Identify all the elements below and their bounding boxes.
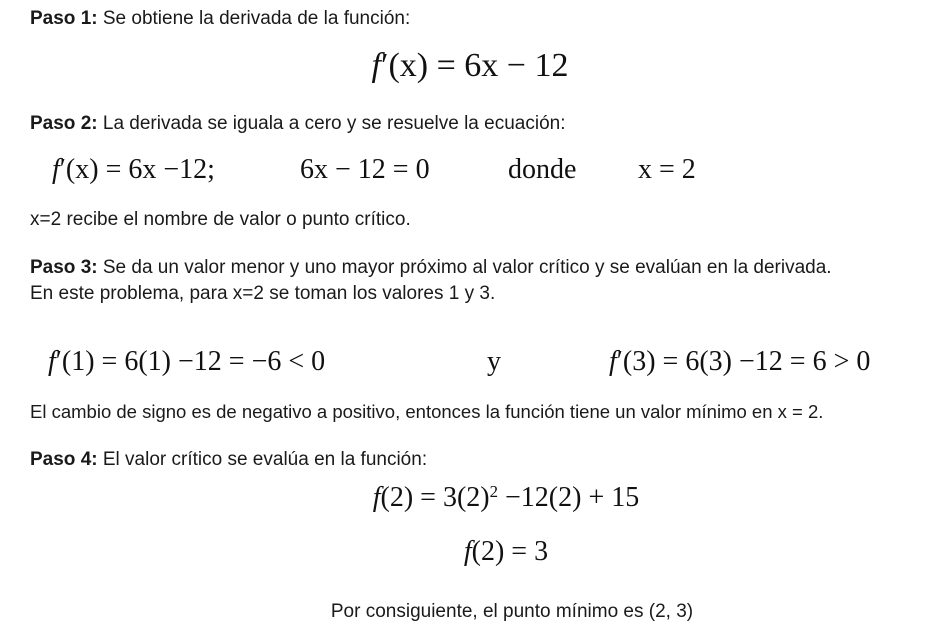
eq5-rest: (2) = 3	[471, 536, 549, 567]
eq2-part1: = 6x −12;	[98, 154, 215, 185]
eq5-function: f	[463, 536, 472, 567]
eq3-right	[609, 345, 870, 379]
eq2-word: donde	[508, 154, 577, 185]
eq2-equation: 6x − 12 = 0	[300, 154, 430, 185]
eq3-left-expr: (1) = 6(1) −12 = −6 < 0	[61, 346, 326, 377]
step-4-label: Paso 4:	[30, 449, 98, 470]
eq2-solution: x = 2	[638, 154, 696, 185]
equation-derivative	[0, 46, 940, 86]
step-1-label: Paso 1:	[30, 8, 98, 29]
eq2-function: f	[52, 154, 60, 185]
eq4-pre: (2) = 3(2)	[380, 482, 490, 513]
eq3-left-prime: ′	[55, 346, 62, 377]
eq2-derivative	[52, 153, 215, 187]
step-2	[30, 112, 566, 136]
step-1	[30, 7, 410, 31]
eq2-prime: ′	[59, 154, 66, 185]
step-2-label: Paso 2:	[30, 113, 98, 134]
eq4-evaluation	[36, 481, 940, 515]
critical-note: x=2 recibe el nombre de valor o punto crítico.	[30, 209, 411, 230]
eq1-function: f	[371, 47, 381, 84]
eq5-result	[36, 535, 940, 569]
eq4-post: −12(2) + 15	[498, 482, 640, 513]
step-3-label: Paso 3:	[30, 257, 98, 278]
eq3-left	[48, 345, 325, 379]
sign-change-note: El cambio de signo es de negativo a positivo, entonces la función tiene un valor mínimo en x = 2.	[30, 401, 824, 422]
eq1-rhs: = 6x − 12	[428, 47, 569, 84]
step-1-text: Se obtiene la derivada de la función:	[97, 8, 411, 29]
eq2-arg: (x)	[65, 154, 99, 185]
step-3-text: Se da un valor menor y uno mayor próximo al valor crítico y se evalúan en la derivada.	[97, 257, 832, 278]
eq4-function: f	[372, 482, 381, 513]
step-3-line-2: En este problema, para x=2 se toman los valores 1 y 3.	[30, 283, 496, 304]
eq3-right-function: f	[609, 346, 617, 377]
step-4	[30, 448, 427, 472]
eq3-right-expr: (3) = 6(3) −12 = 6 > 0	[622, 346, 871, 377]
eq1-arg: (x)	[388, 47, 429, 84]
eq1-prime: ′	[381, 47, 389, 84]
eq4-exponent: 2	[489, 481, 499, 501]
eq3-right-prime: ′	[616, 346, 623, 377]
eq3-conjunction: y	[487, 346, 501, 377]
step-3	[30, 256, 832, 280]
step-4-text: El valor crítico se evalúa en la función:	[97, 449, 428, 470]
conclusion: Por consiguiente, el punto mínimo es (2, 3)	[330, 601, 694, 622]
eq3-left-function: f	[48, 346, 56, 377]
step-2-text: La derivada se iguala a cero y se resuelve la ecuación:	[97, 113, 566, 134]
